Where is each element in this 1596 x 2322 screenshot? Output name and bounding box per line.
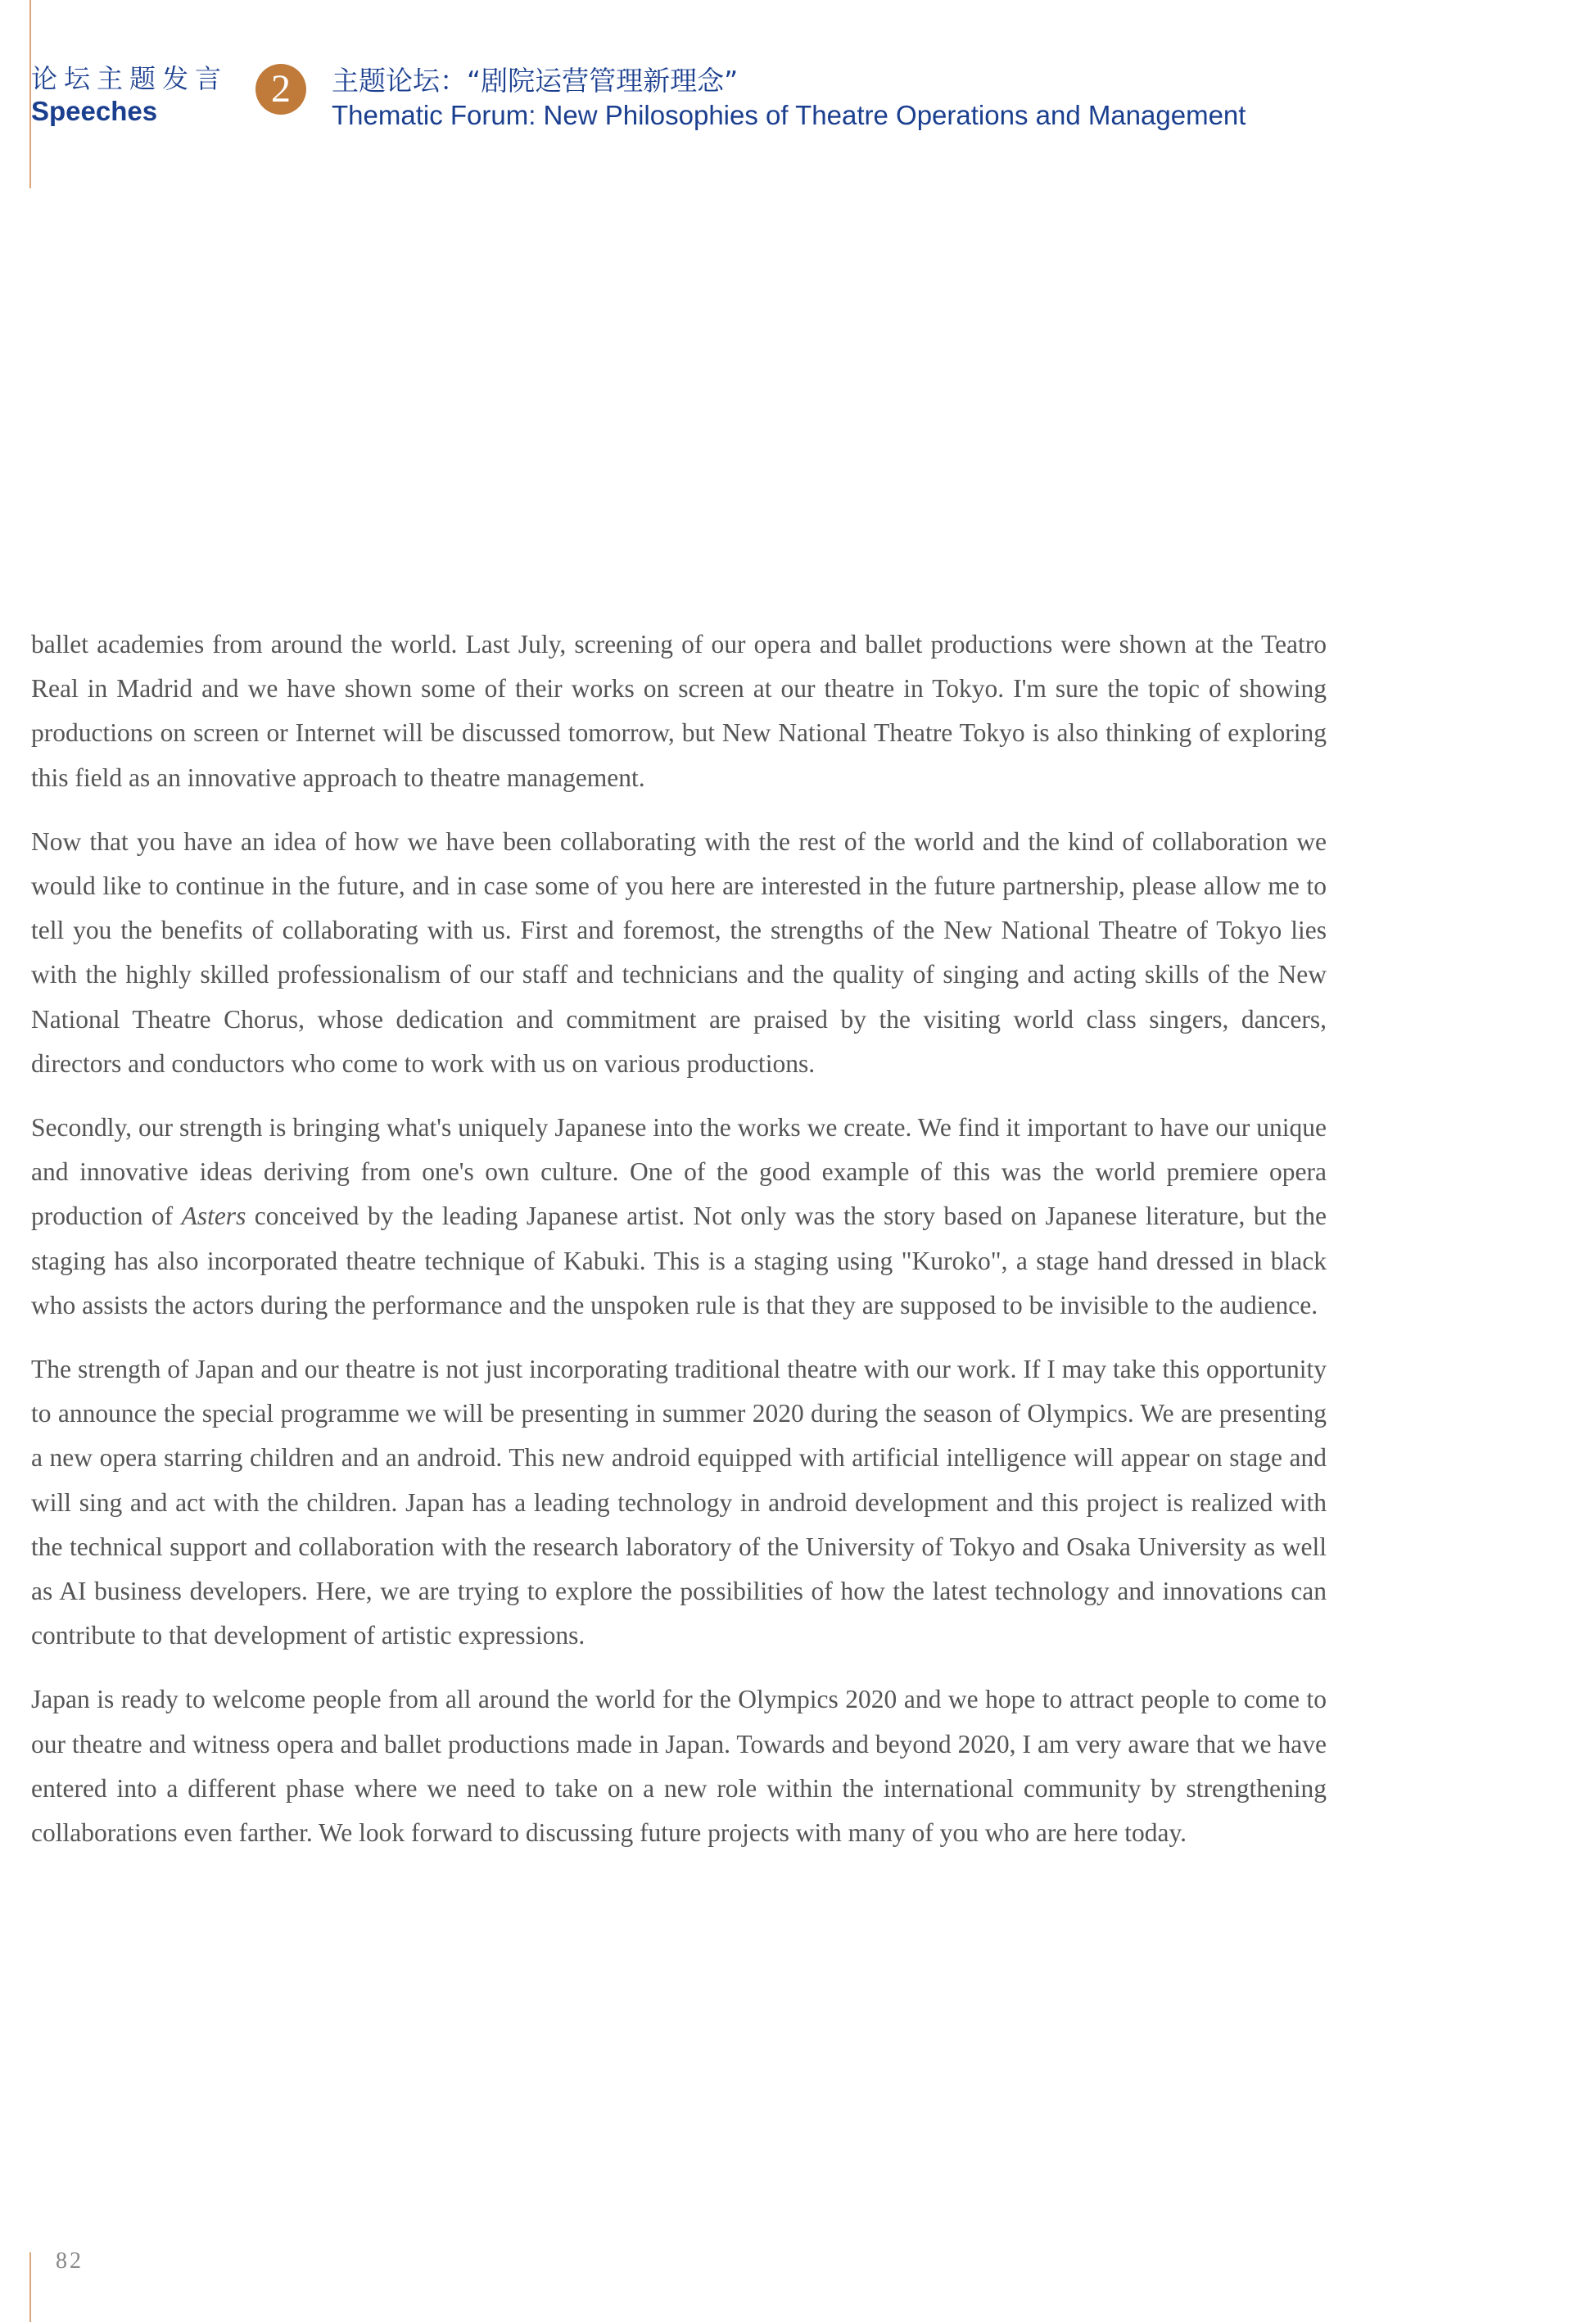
forum-title-english: Thematic Forum: New Philosophies of Theatre Operations and Management [332,100,1246,130]
paragraph-3 [31,1106,1327,1328]
section-heading [31,62,228,128]
paragraph-3-text-end: conceived by the leading Japanese artist. Not only was the story based on Japanese literature, but the staging has also incorporated theatre technique of Kabuki. This is a staging using "Kuroko", a stage hand dressed in black who assists the actors during the performance and the unspoken rule is that they are supposed to be invisible to the audience. [31,1202,1327,1319]
paragraph-4: The strength of Japan and our theatre is not just incorporating traditional theatre with our work. If I may take this opportunity to announce the special programme we will be presenting in summer 2020 during the season of Olympics. We are presenting a new opera starring children and an android. This new android equipped with artificial intelligence will appear on stage and will sing and act with the children. Japan has a leading technology in android development and this project is realized with the technical support and collaboration with the research laboratory of the University of Tokyo and Osaka University as well as AI business developers. Here, we are trying to explore the possibilities of how the latest technology and innovations can contribute to that development of artistic expressions. [31,1355,1327,1650]
paragraph-5: Japan is ready to welcome people from all around the world for the Olympics 2020 and we hope to attract people to come to our theatre and witness opera and ballet productions made in Japan. Towards and beyond 2020, I am very aware that we have entered into a different phase where we need to take on a new role within the international community by strengthening collaborations even farther. We look forward to discussing future projects with many of you who are here today. [31,1685,1327,1848]
article-body [31,622,1327,1875]
footer-vertical-rule [29,2252,31,2322]
paragraph-2: Now that you have an idea of how we have been collaborating with the rest of the world and the kind of collaboration we would like to continue in the future, and in case some of you here are interested in the future partnership, please allow me to tell you the benefits of collaborating with us. First and foremost, the strengths of the New National Theatre of Tokyo lies with the highly skilled professionalism of our staff and technicians and the quality of singing and acting skills of the New National Theatre Chorus, whose dedication and commitment are praised by the visiting world class singers, dancers, directors and conductors who come to work with us on various productions. [31,826,1327,1078]
forum-heading [332,64,1246,133]
section-title-english: Speeches [31,96,158,126]
forum-title-chinese: 主题论坛：“剧院运营管理新理念” [332,65,739,97]
section-title-chinese: 论坛主题发言 [31,63,228,94]
page-number: 82 [56,2248,84,2274]
paragraph-3-text-start: Secondly, our strength is bringing what's uniquely Japanese into the works we create. We find it important to have our unique and innovative ideas deriving from one's own culture. One of the good example of this was the world premiere opera production of [31,1113,1327,1231]
paragraph-1: ballet academies from around the world. Last July, screening of our opera and ballet productions were shown at the Teatro Real in Madrid and we have shown some of their works on screen at our theatre in Tokyo. I'm sure the topic of showing productions on screen or Internet will be discussed tomorrow, but New National Theatre Tokyo is also thinking of exploring this field as an innovative approach to theatre management. [31,630,1327,792]
section-number-badge: 2 [255,64,306,115]
opera-title-asters: Asters [181,1202,246,1231]
